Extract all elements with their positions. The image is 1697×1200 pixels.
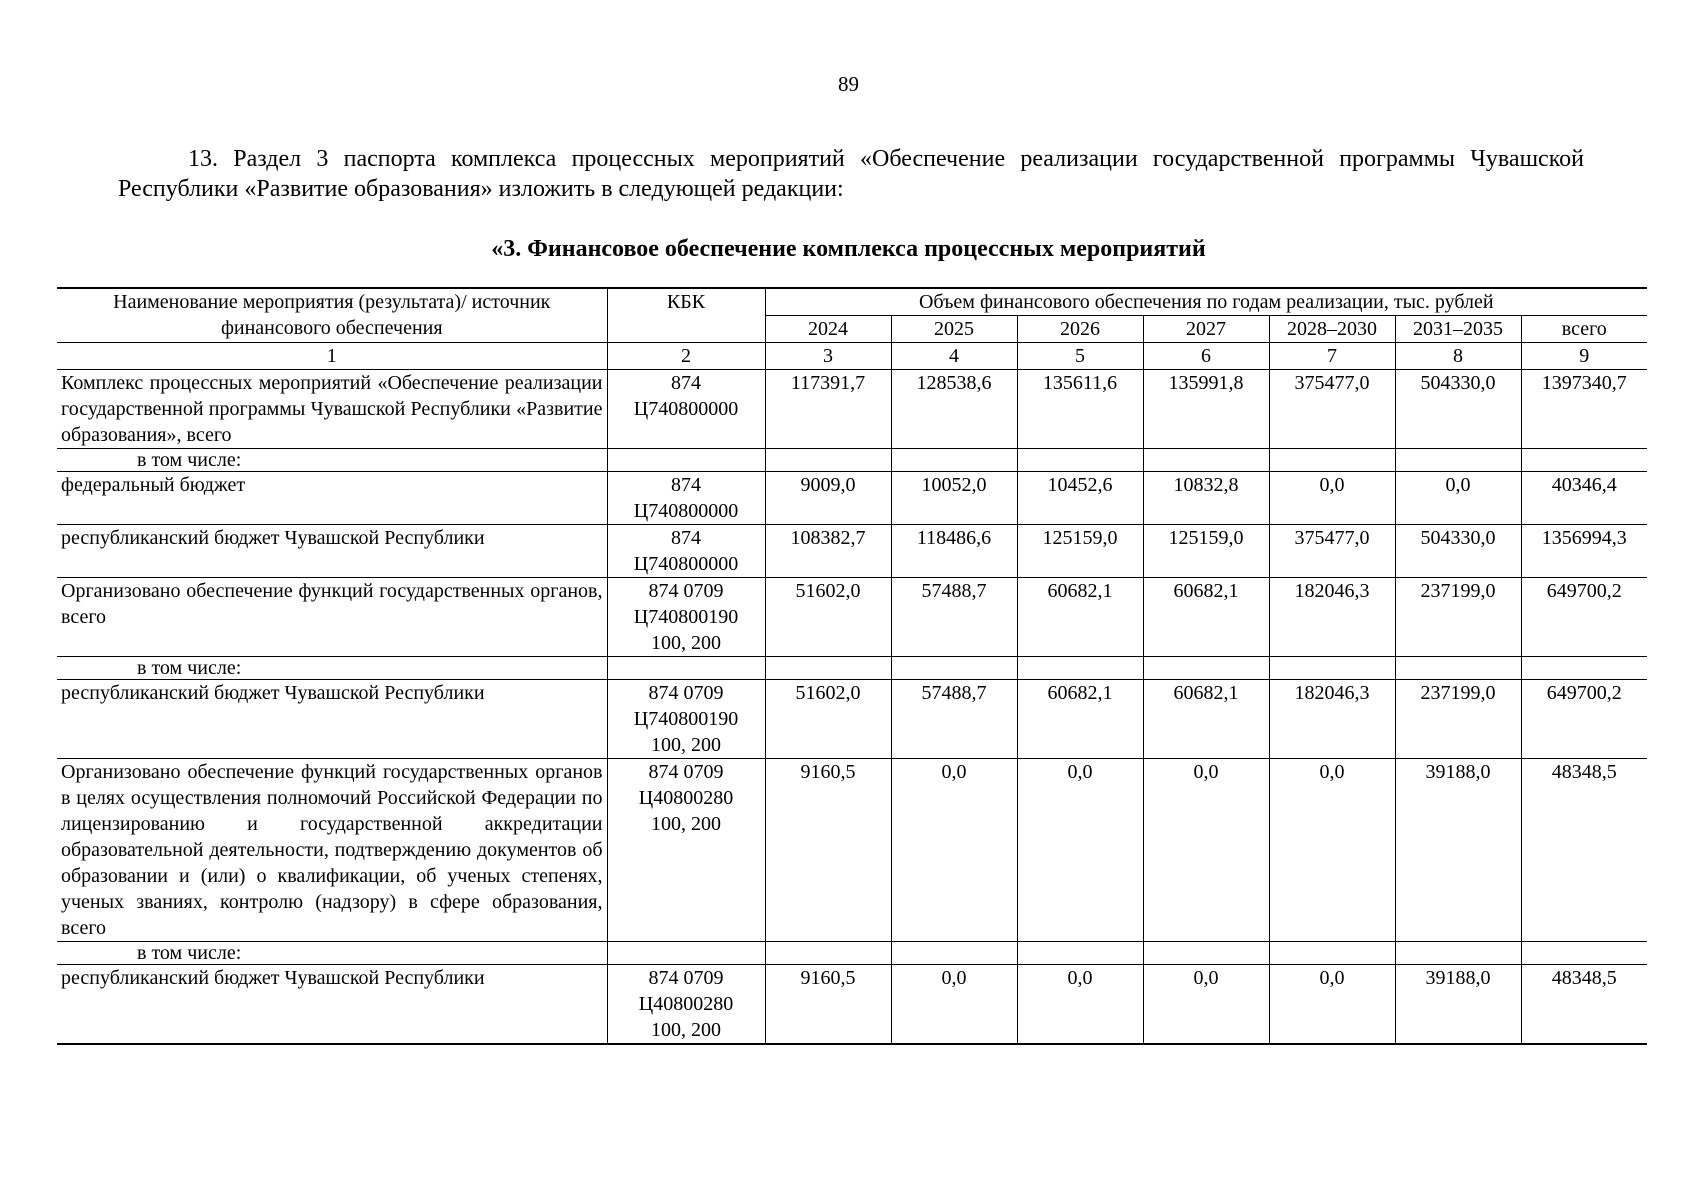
row-value xyxy=(891,657,1017,680)
row-name: Организовано обеспечение функций государственных органов в целях осуществления полномочий Российской Федерации по лицензированию и государственной аккредитации образовательной деятельности, подтверждению документов об образовании и (или) о квалификации, об ученых степенях, ученых званиях, контролю (надзору) в сфере образования, всего xyxy=(57,759,607,942)
table-header xyxy=(57,288,1647,370)
row-value: 9160,5 xyxy=(765,759,891,942)
row-value: 504330,0 xyxy=(1395,525,1521,578)
row-name: федеральный бюджет xyxy=(57,472,607,525)
row-value xyxy=(1395,657,1521,680)
row-value: 108382,7 xyxy=(765,525,891,578)
table-row xyxy=(57,680,1647,759)
row-value: 649700,2 xyxy=(1521,578,1647,657)
section-title: «3. Финансовое обеспечение комплекса процессных мероприятий xyxy=(491,236,1206,262)
header-total: всего xyxy=(1521,316,1647,343)
header-year: 2025 xyxy=(891,316,1017,343)
row-value: 0,0 xyxy=(891,965,1017,1045)
row-value xyxy=(1143,942,1269,965)
column-number: 8 xyxy=(1395,343,1521,370)
financing-table xyxy=(57,287,1647,1045)
row-value xyxy=(765,449,891,472)
table-row xyxy=(57,472,1647,525)
row-value: 10452,6 xyxy=(1017,472,1143,525)
page-number: 89 xyxy=(838,72,859,96)
row-value: 0,0 xyxy=(1269,472,1395,525)
row-kbk: 874 0709 Ц40800280 100, 200 xyxy=(607,965,765,1045)
row-value: 0,0 xyxy=(1017,759,1143,942)
column-number: 7 xyxy=(1269,343,1395,370)
row-value: 128538,6 xyxy=(891,370,1017,449)
header-year: 2027 xyxy=(1143,316,1269,343)
row-value: 39188,0 xyxy=(1395,759,1521,942)
row-value: 182046,3 xyxy=(1269,680,1395,759)
row-value: 51602,0 xyxy=(765,680,891,759)
row-value: 0,0 xyxy=(891,759,1017,942)
row-value: 57488,7 xyxy=(891,578,1017,657)
row-value xyxy=(1521,942,1647,965)
row-kbk xyxy=(607,942,765,965)
row-value: 57488,7 xyxy=(891,680,1017,759)
table-row xyxy=(57,942,1647,965)
row-kbk xyxy=(607,657,765,680)
header-year: 2028–2030 xyxy=(1269,316,1395,343)
row-kbk: 874 0709 Ц40800280 100, 200 xyxy=(607,759,765,942)
row-value: 1397340,7 xyxy=(1521,370,1647,449)
row-value xyxy=(765,657,891,680)
row-value: 48348,5 xyxy=(1521,759,1647,942)
row-value xyxy=(1269,449,1395,472)
column-number: 5 xyxy=(1017,343,1143,370)
row-name: в том числе: xyxy=(57,942,607,965)
row-value xyxy=(1017,657,1143,680)
row-name: Организовано обеспечение функций государственных органов, всего xyxy=(57,578,607,657)
column-number: 1 xyxy=(57,343,607,370)
row-value: 60682,1 xyxy=(1143,680,1269,759)
row-value: 60682,1 xyxy=(1143,578,1269,657)
row-value: 10832,8 xyxy=(1143,472,1269,525)
table-row xyxy=(57,759,1647,942)
header-year: 2031–2035 xyxy=(1395,316,1521,343)
row-value xyxy=(1395,449,1521,472)
row-value: 182046,3 xyxy=(1269,578,1395,657)
row-kbk: 874 Ц740800000 xyxy=(607,370,765,449)
row-value: 117391,7 xyxy=(765,370,891,449)
row-value: 125159,0 xyxy=(1143,525,1269,578)
row-value: 125159,0 xyxy=(1017,525,1143,578)
column-number: 4 xyxy=(891,343,1017,370)
row-value: 60682,1 xyxy=(1017,578,1143,657)
row-value: 40346,4 xyxy=(1521,472,1647,525)
row-value xyxy=(1269,657,1395,680)
row-value xyxy=(891,449,1017,472)
row-value xyxy=(1143,449,1269,472)
column-numbers-row xyxy=(57,343,1647,370)
row-value xyxy=(1269,942,1395,965)
header-year: 2026 xyxy=(1017,316,1143,343)
row-value xyxy=(765,942,891,965)
row-value: 60682,1 xyxy=(1017,680,1143,759)
row-value: 9009,0 xyxy=(765,472,891,525)
row-value: 0,0 xyxy=(1269,965,1395,1045)
header-name: Наименование мероприятия (результата)/ источник финансового обеспечения xyxy=(57,288,607,343)
table-row xyxy=(57,525,1647,578)
intro-paragraph: 13. Раздел 3 паспорта комплекса процессных мероприятий «Обеспечение реализации государственной программы Чувашской Республики «Развитие образования» изложить в следующей редакции: xyxy=(118,146,1584,202)
row-value xyxy=(1143,657,1269,680)
row-value: 0,0 xyxy=(1395,472,1521,525)
row-value xyxy=(1395,942,1521,965)
table-body xyxy=(57,370,1647,1045)
column-number: 2 xyxy=(607,343,765,370)
row-value xyxy=(1521,657,1647,680)
row-value: 375477,0 xyxy=(1269,525,1395,578)
row-kbk: 874 Ц740800000 xyxy=(607,525,765,578)
row-value: 237199,0 xyxy=(1395,680,1521,759)
row-name: Комплекс процессных мероприятий «Обеспечение реализации государственной программы Чувашской Республики «Развитие образования», всего xyxy=(57,370,607,449)
row-value: 48348,5 xyxy=(1521,965,1647,1045)
row-name: республиканский бюджет Чувашской Республики xyxy=(57,680,607,759)
header-kbk: КБК xyxy=(607,288,765,343)
row-kbk: 874 0709 Ц740800190 100, 200 xyxy=(607,680,765,759)
row-name: в том числе: xyxy=(57,449,607,472)
row-value: 135991,8 xyxy=(1143,370,1269,449)
row-value: 0,0 xyxy=(1017,965,1143,1045)
row-kbk xyxy=(607,449,765,472)
table-row xyxy=(57,449,1647,472)
table-row xyxy=(57,965,1647,1045)
header-volume: Объем финансового обеспечения по годам реализации, тыс. рублей xyxy=(765,288,1647,316)
row-kbk: 874 Ц740800000 xyxy=(607,472,765,525)
table-row xyxy=(57,657,1647,680)
row-value: 0,0 xyxy=(1143,965,1269,1045)
row-value: 39188,0 xyxy=(1395,965,1521,1045)
row-value: 118486,6 xyxy=(891,525,1017,578)
row-value: 504330,0 xyxy=(1395,370,1521,449)
row-value: 0,0 xyxy=(1269,759,1395,942)
row-value: 237199,0 xyxy=(1395,578,1521,657)
row-value: 51602,0 xyxy=(765,578,891,657)
row-value: 375477,0 xyxy=(1269,370,1395,449)
row-name: республиканский бюджет Чувашской Республики xyxy=(57,525,607,578)
table-row xyxy=(57,370,1647,449)
table-row xyxy=(57,578,1647,657)
column-number: 3 xyxy=(765,343,891,370)
row-value: 1356994,3 xyxy=(1521,525,1647,578)
row-value xyxy=(891,942,1017,965)
row-value: 10052,0 xyxy=(891,472,1017,525)
row-value xyxy=(1521,449,1647,472)
row-value: 649700,2 xyxy=(1521,680,1647,759)
row-name: в том числе: xyxy=(57,657,607,680)
column-number: 9 xyxy=(1521,343,1647,370)
row-value xyxy=(1017,942,1143,965)
row-value: 0,0 xyxy=(1143,759,1269,942)
row-value: 9160,5 xyxy=(765,965,891,1045)
column-number: 6 xyxy=(1143,343,1269,370)
header-year: 2024 xyxy=(765,316,891,343)
row-name: республиканский бюджет Чувашской Республики xyxy=(57,965,607,1045)
row-kbk: 874 0709 Ц740800190 100, 200 xyxy=(607,578,765,657)
row-value: 135611,6 xyxy=(1017,370,1143,449)
row-value xyxy=(1017,449,1143,472)
